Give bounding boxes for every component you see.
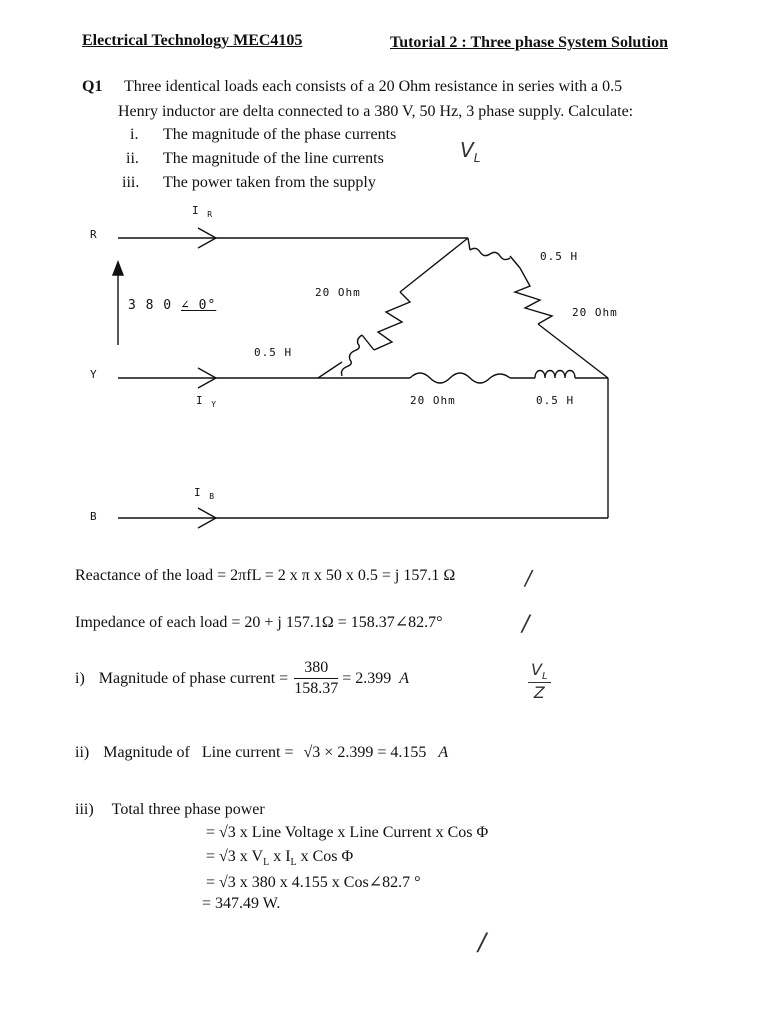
phase-current-denominator: 158.37 [294,680,339,697]
power-step-2-mid: x I [269,848,291,865]
line-current-prefix: ii) [75,744,90,761]
current-iy-main: I [196,394,204,407]
reactance-line: Reactance of the load = 2πfL = 2 x π x 50 x 0.5 = j 157.1 Ω [75,567,456,584]
power-step-2-start: = √3 x V [206,848,264,865]
phase-current-result: = 2.399 [342,669,392,687]
question-number: Q1 [82,78,103,95]
power-step-4: = 347.49 W. [202,895,281,912]
phase-current-prefix: i) [75,669,85,687]
question-line-1: Three identical loads each consists of a 20 Ohm resistance in series with a 0.5 [124,78,623,95]
current-iy-sub: Y [211,400,218,410]
phase-current-unit: A [399,669,409,687]
impedance-line: Impedance of each load = 20 + j 157.1Ω = 158.37∠82.7° [75,614,443,631]
power-step-1: = √3 x Line Voltage x Line Current x Cos Φ [206,824,489,841]
tutorial-title: Tutorial 2 : Three phase System Solution [390,34,668,51]
handwritten-vl-over-z [528,660,551,702]
current-ib-main: I [194,486,202,499]
check-mark-1: / [525,566,532,590]
question-line-2: Henry inductor are delta connected to a 380 V, 50 Hz, 3 phase supply. Calculate: [118,103,634,120]
handwritten-v: V [460,138,474,162]
item-text-2: The magnitude of the line currents [163,150,384,167]
phase-current-label: Magnitude of phase current = [98,669,289,687]
resistor-label-top-right: 20 Ohm [572,306,618,319]
handwritten-fraction-z: Z [533,683,545,703]
supply-voltage-label [128,298,216,313]
course-title: Electrical Technology MEC4105 [82,32,303,49]
power-step-2-end: x Cos Φ [296,848,354,865]
power-step-2-vl-sub: L [263,857,270,869]
phase-current-numerator: 380 [294,658,338,679]
power-header-row [75,801,265,819]
supply-voltage-angle-value: 0° [198,298,217,313]
line-current-expression: √3 × 2.399 = 4.155 [303,744,427,761]
handwritten-fraction-top [528,660,551,683]
resistor-label-bottom: 20 Ohm [410,394,456,407]
supply-voltage-value: 3 8 0 [128,298,173,313]
line-current-unit: A [438,744,449,761]
check-mark-2: / [522,612,530,637]
line-label-y: Y [90,368,98,381]
handwritten-l-sub: L [473,151,481,165]
power-step-2 [206,848,353,868]
handwritten-fraction-v: V [531,660,542,679]
supply-voltage-angle: ∠ 0° [180,298,217,313]
line-current-row [75,744,448,762]
current-label-ib [194,486,215,501]
item-number-3: iii. [122,174,140,191]
phase-current-fraction [294,658,338,699]
item-text-1: The magnitude of the phase currents [163,126,397,143]
check-mark-3: / [478,928,487,956]
power-step-3: = √3 x 380 x 4.155 x Cos∠82.7 ° [206,874,421,891]
inductor-label-top-right: 0.5 H [540,250,579,263]
item-number-2: ii. [126,150,139,167]
inductor-label-bottom: 0.5 H [536,394,575,407]
line-current-label: Magnitude of Line current = [103,744,294,761]
current-label-ir [192,204,213,219]
current-label-iy [196,394,217,409]
item-text-3: The power taken from the supply [163,174,376,191]
power-prefix: iii) [75,801,94,818]
current-ib-sub: B [209,492,216,502]
line-label-r: R [90,228,98,241]
current-ir-main: I [192,204,200,217]
phase-current-row [75,658,409,699]
resistor-label-top-left: 20 Ohm [315,286,361,299]
line-label-b: B [90,510,98,523]
current-ir-sub: R [207,210,214,220]
item-number-1: i. [130,126,139,143]
power-step-2-il-sub: L [290,857,297,869]
inductor-label-top-left: 0.5 H [254,346,293,359]
power-label: Total three phase power [111,801,265,818]
handwritten-fraction-l: L [541,671,548,683]
